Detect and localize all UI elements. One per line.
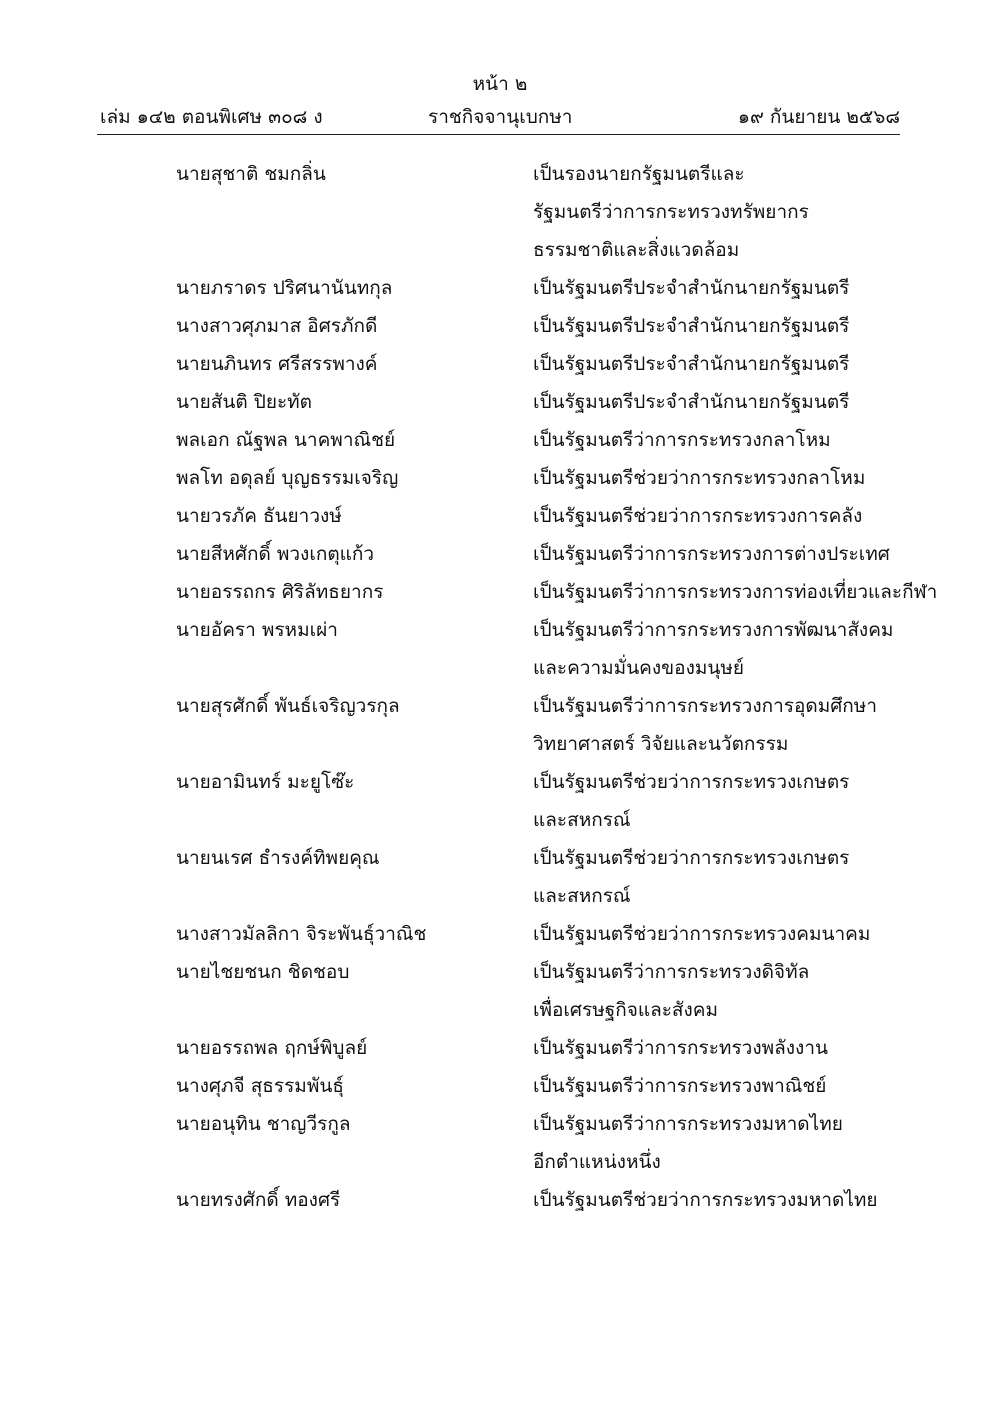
position-line: วิทยาศาสตร์ วิจัยและนวัตกรรม	[533, 733, 789, 755]
position-line: และความมั่นคงของมนุษย์	[533, 657, 745, 679]
position-line: ธรรมชาติและสิ่งแวดล้อม	[533, 239, 740, 261]
appointed-position	[533, 535, 913, 573]
appointee-name: นายสีหศักดิ์ พวงเกตุแก้ว	[176, 543, 375, 565]
appointee-name: นางศุภจี สุธรรมพันธุ์	[176, 1075, 344, 1097]
appointee-name: นายสุรศักดิ์ พันธ์เจริญวรกุล	[176, 695, 400, 717]
appointee-name: นายอัครา พรหมเผ่า	[176, 619, 338, 641]
appointee-name: นายอนุทิน ชาญวีรกูล	[176, 1113, 351, 1135]
appointment-list	[0, 155, 1000, 1219]
appointed-position	[533, 687, 913, 763]
appointee-name: พลโท อดุลย์ บุญธรรมเจริญ	[176, 467, 399, 489]
appointed-position	[533, 573, 938, 611]
appointee-name: นางสาวมัลลิกา จิระพันธุ์วาณิช	[176, 923, 427, 945]
position-line: เป็นรัฐมนตรีว่าการกระทรวงพาณิชย์	[533, 1075, 827, 1097]
appointment-entry	[0, 953, 1000, 1029]
appointee-name: นายอามินทร์ มะยูโซ๊ะ	[176, 771, 355, 793]
position-line: เป็นรัฐมนตรีว่าการกระทรวงกลาโหม	[533, 429, 831, 451]
appointee-name: นายวรภัค ธันยาวงษ์	[176, 505, 342, 527]
appointment-entry	[0, 915, 1000, 953]
appointment-entry	[0, 459, 1000, 497]
appointee-name: นายทรงศักดิ์ ทองศรี	[176, 1189, 341, 1211]
appointment-entry	[0, 1067, 1000, 1105]
running-header	[0, 100, 1000, 134]
position-line: เป็นรัฐมนตรีช่วยว่าการกระทรวงคมนาคม	[533, 923, 871, 945]
position-line: เป็นรัฐมนตรีช่วยว่าการกระทรวงเกษตร	[533, 771, 850, 793]
appointment-entry	[0, 611, 1000, 687]
appointed-position	[533, 763, 913, 839]
position-line: เป็นรัฐมนตรีประจำสำนักนายกรัฐมนตรี	[533, 277, 850, 299]
appointed-position	[533, 915, 913, 953]
header-volume-issue: เล่ม ๑๔๒ ตอนพิเศษ ๓๐๘ ง	[100, 106, 323, 128]
appointment-entry	[0, 1181, 1000, 1219]
position-line: เป็นรัฐมนตรีช่วยว่าการกระทรวงกลาโหม	[533, 467, 866, 489]
position-line: เป็นรัฐมนตรีประจำสำนักนายกรัฐมนตรี	[533, 391, 850, 413]
position-line: เป็นรองนายกรัฐมนตรีและ	[533, 163, 745, 185]
position-line: อีกตำแหน่งหนึ่ง	[533, 1151, 661, 1173]
position-line: เป็นรัฐมนตรีประจำสำนักนายกรัฐมนตรี	[533, 315, 850, 337]
position-line: เป็นรัฐมนตรีว่าการกระทรวงพลังงาน	[533, 1037, 828, 1059]
position-line: เป็นรัฐมนตรีว่าการกระทรวงดิจิทัล	[533, 961, 810, 983]
appointed-position	[533, 497, 913, 535]
appointment-entry	[0, 497, 1000, 535]
appointment-entry	[0, 535, 1000, 573]
position-line: เป็นรัฐมนตรีว่าการกระทรวงมหาดไทย	[533, 1113, 843, 1135]
appointment-entry	[0, 345, 1000, 383]
appointment-entry	[0, 839, 1000, 915]
appointed-position	[533, 1029, 913, 1067]
appointment-entry	[0, 269, 1000, 307]
appointee-name: นายสุชาติ ชมกลิ่น	[176, 163, 326, 185]
appointment-entry	[0, 763, 1000, 839]
position-line: เป็นรัฐมนตรีว่าการกระทรวงการอุดมศึกษา	[533, 695, 878, 717]
header-divider	[97, 134, 900, 135]
page-number: หน้า ๒	[472, 73, 528, 95]
appointee-name: นายไชยชนก ชิดชอบ	[176, 961, 350, 983]
position-line: รัฐมนตรีว่าการกระทรวงทรัพยากร	[533, 201, 809, 223]
position-line: เป็นรัฐมนตรีช่วยว่าการกระทรวงเกษตร	[533, 847, 850, 869]
position-line: และสหกรณ์	[533, 809, 631, 831]
position-line: เป็นรัฐมนตรีประจำสำนักนายกรัฐมนตรี	[533, 353, 850, 375]
position-line: เพื่อเศรษฐกิจและสังคม	[533, 999, 719, 1021]
appointment-entry	[0, 421, 1000, 459]
appointee-name: นายภราดร ปริศนานันทกุล	[176, 277, 393, 299]
appointed-position	[533, 307, 913, 345]
appointed-position	[533, 839, 913, 915]
appointed-position	[533, 345, 913, 383]
appointment-entry	[0, 1105, 1000, 1181]
header-publication-title: ราชกิจจานุเบกษา	[428, 106, 573, 128]
appointed-position	[533, 611, 913, 687]
appointment-entry	[0, 1029, 1000, 1067]
position-line: เป็นรัฐมนตรีว่าการกระทรวงการพัฒนาสังคม	[533, 619, 894, 641]
appointee-name: นายนภินทร ศรีสรรพางค์	[176, 353, 378, 375]
position-line: เป็นรัฐมนตรีช่วยว่าการกระทรวงมหาดไทย	[533, 1189, 878, 1211]
appointment-entry	[0, 155, 1000, 269]
appointee-name: นางสาวศุภมาส อิศรภักดี	[176, 315, 378, 337]
appointee-name: นายอรรถพล ฤกษ์พิบูลย์	[176, 1037, 368, 1059]
appointed-position	[533, 459, 913, 497]
position-line: เป็นรัฐมนตรีช่วยว่าการกระทรวงการคลัง	[533, 505, 863, 527]
appointed-position	[533, 155, 913, 269]
appointment-entry	[0, 687, 1000, 763]
appointed-position	[533, 269, 913, 307]
appointed-position	[533, 1181, 913, 1219]
appointee-name: พลเอก ณัฐพล นาคพาณิชย์	[176, 429, 396, 451]
appointed-position	[533, 953, 913, 1029]
appointed-position	[533, 421, 913, 459]
appointment-entry	[0, 573, 1000, 611]
position-line: และสหกรณ์	[533, 885, 631, 907]
appointed-position	[533, 1105, 913, 1181]
position-line: เป็นรัฐมนตรีว่าการกระทรวงการต่างประเทศ	[533, 543, 890, 565]
appointment-entry	[0, 307, 1000, 345]
header-date: ๑๙ กันยายน ๒๕๖๘	[737, 106, 900, 128]
position-line: เป็นรัฐมนตรีว่าการกระทรวงการท่องเที่ยวและกีฬา	[533, 581, 938, 603]
appointed-position	[533, 1067, 913, 1105]
appointee-name: นายสันติ ปิยะทัต	[176, 391, 313, 413]
appointee-name: นายนเรศ ธำรงค์ทิพยคุณ	[176, 847, 380, 869]
appointment-entry	[0, 383, 1000, 421]
appointed-position	[533, 383, 913, 421]
appointee-name: นายอรรถกร ศิริลัทธยากร	[176, 581, 384, 603]
